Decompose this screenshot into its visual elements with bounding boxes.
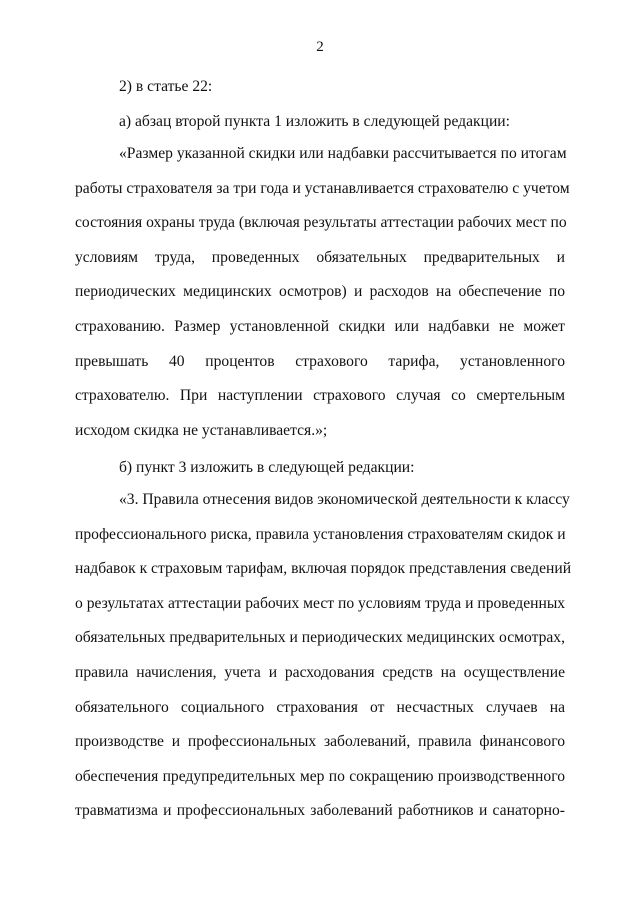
quote-2-line: надбавок к страховым тарифам, включая порядок представления сведений (75, 560, 572, 578)
item-b-instruction: б) пункт 3 изложить в следующей редакции: (119, 459, 415, 476)
quote-2-line: «3. Правила отнесения видов экономической деятельности к классу (119, 491, 570, 508)
quote-1-line: исходом скидка не устанавливается.»; (75, 421, 328, 439)
quote-2-line: производстве и профессиональных заболеваний, правила финансового (75, 733, 565, 751)
quote-2-line: о результатах аттестации рабочих мест по условиям труда и проведенных (75, 594, 566, 612)
quote-paragraph-1 (75, 137, 570, 448)
item-2-heading: 2) в статье 22: (119, 78, 213, 95)
quote-1-line: превышать 40 процентов страхового тарифа, установленного (75, 352, 565, 370)
quote-2-line: травматизма и профессиональных заболеваний работников и санаторно- (75, 802, 565, 820)
quote-1-line: состояния охраны труда (включая результаты аттестации рабочих мест по (75, 214, 567, 232)
quote-1-line: условиям труда, проведенных обязательных предварительных и (75, 248, 565, 266)
quote-1-line: страхователю. При наступлении страхового случая со смертельным (75, 387, 565, 405)
item-a-instruction: а) абзац второй пункта 1 изложить в следующей редакции: (119, 113, 510, 130)
quote-1-line: периодических медицинских осмотров) и расходов на обеспечение по (75, 283, 565, 301)
quote-1-line: работы страхователя за три года и устанавливается страхователю с учетом (75, 179, 570, 197)
quote-1-line: «Размер указанной скидки или надбавки рассчитывается по итогам (119, 145, 567, 162)
quote-2-line: правила начисления, учета и расходования средств на осуществление (75, 663, 565, 681)
quote-2-line: обязательного социального страхования от несчастных случаев на (75, 698, 565, 716)
page-number: 2 (316, 39, 324, 55)
quote-2-line: обязательных предварительных и периодических медицинских осмотрах, (75, 629, 565, 647)
quote-1-line: страхованию. Размер установленной скидки или надбавки не может (75, 317, 565, 335)
quote-2-line: профессионального риска, правила установления страхователям скидок и (75, 525, 566, 543)
quote-2-line: обеспечения предупредительных мер по сокращению производственного (75, 767, 565, 785)
quote-paragraph-2 (75, 483, 572, 829)
